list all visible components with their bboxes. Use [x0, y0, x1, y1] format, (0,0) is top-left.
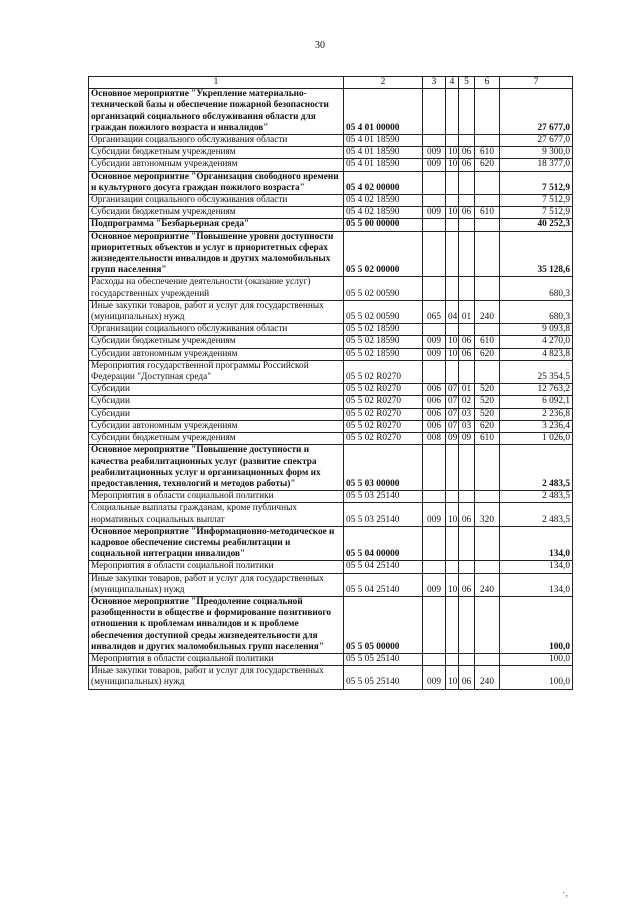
row-name-cell: Организации социального обслуживания области: [89, 195, 344, 207]
row-name-cell: Мероприятия государственной программы Российской Федерации "Доступная среда": [89, 360, 344, 383]
table-row: [89, 159, 573, 171]
row-ministry-cell: 009: [423, 666, 446, 689]
row-amount-cell: 100,0: [500, 596, 573, 653]
header-col-2: 2: [344, 77, 423, 89]
row-code-cell: 05 5 02 R0270: [344, 433, 423, 445]
row-name-cell: Мероприятия в области социальной политики: [89, 653, 344, 665]
row-ministry-cell: 009: [423, 348, 446, 360]
row-code-cell: 05 4 02 00000: [344, 171, 423, 194]
row-subsection-cell: [459, 89, 475, 135]
row-expense-type-cell: [475, 219, 500, 231]
row-expense-type-cell: 240: [475, 573, 500, 596]
row-amount-cell: 9 093,8: [500, 324, 573, 336]
header-col-1: 1: [89, 77, 344, 89]
row-expense-type-cell: [475, 231, 500, 277]
row-ministry-cell: 009: [423, 336, 446, 348]
row-ministry-cell: 009: [423, 573, 446, 596]
row-subsection-cell: [459, 195, 475, 207]
row-name-cell: Иные закупки товаров, работ и услуг для государственных (муниципальных) нужд: [89, 300, 344, 323]
row-section-cell: 10: [446, 147, 459, 159]
row-subsection-cell: 06: [459, 336, 475, 348]
table-row: [89, 491, 573, 503]
table-row: [89, 596, 573, 653]
row-amount-cell: 4 823,8: [500, 348, 573, 360]
row-expense-type-cell: 520: [475, 408, 500, 420]
row-section-cell: 10: [446, 666, 459, 689]
row-subsection-cell: [459, 231, 475, 277]
row-code-cell: 05 4 01 00000: [344, 89, 423, 135]
row-code-cell: 05 5 02 00590: [344, 277, 423, 300]
row-expense-type-cell: 610: [475, 336, 500, 348]
corner-mark: ·,: [562, 888, 568, 899]
table-row: [89, 408, 573, 420]
row-subsection-cell: [459, 491, 475, 503]
table-row: [89, 231, 573, 277]
row-section-cell: 04: [446, 300, 459, 323]
row-name-cell: Субсидии автономным учреждениям: [89, 348, 344, 360]
row-section-cell: [446, 596, 459, 653]
row-name-cell: Иные закупки товаров, работ и услуг для государственных (муниципальных) нужд: [89, 666, 344, 689]
row-name-cell: Социальные выплаты гражданам, кроме публичных нормативных социальных выплат: [89, 503, 344, 526]
table-row: [89, 147, 573, 159]
row-section-cell: [446, 526, 459, 561]
row-section-cell: 10: [446, 207, 459, 219]
row-section-cell: [446, 324, 459, 336]
row-subsection-cell: [459, 445, 475, 491]
header-col-6: 6: [475, 77, 500, 89]
table-row: [89, 384, 573, 396]
row-code-cell: 05 5 02 00590: [344, 300, 423, 323]
row-name-cell: Основное мероприятие "Информационно-методическое и кадровое обеспечение системы реабилитации и социальной интеграции инвалидов": [89, 526, 344, 561]
row-code-cell: 05 5 02 R0270: [344, 360, 423, 383]
row-ministry-cell: [423, 195, 446, 207]
row-section-cell: [446, 89, 459, 135]
row-section-cell: 09: [446, 433, 459, 445]
row-name-cell: Субсидии бюджетным учреждениям: [89, 433, 344, 445]
row-section-cell: 10: [446, 573, 459, 596]
row-subsection-cell: 01: [459, 384, 475, 396]
row-code-cell: 05 5 03 25140: [344, 491, 423, 503]
row-amount-cell: 680,3: [500, 277, 573, 300]
row-subsection-cell: 06: [459, 348, 475, 360]
row-ministry-cell: 006: [423, 408, 446, 420]
row-expense-type-cell: 240: [475, 300, 500, 323]
row-amount-cell: 1 026,0: [500, 433, 573, 445]
row-subsection-cell: [459, 561, 475, 573]
row-amount-cell: 7 512,9: [500, 171, 573, 194]
table-row: [89, 396, 573, 408]
row-section-cell: [446, 219, 459, 231]
row-ministry-cell: [423, 89, 446, 135]
row-code-cell: 05 4 01 18590: [344, 159, 423, 171]
row-ministry-cell: [423, 491, 446, 503]
row-amount-cell: 134,0: [500, 573, 573, 596]
row-name-cell: Субсидии автономным учреждениям: [89, 159, 344, 171]
table-row: [89, 573, 573, 596]
row-ministry-cell: 009: [423, 503, 446, 526]
row-amount-cell: 100,0: [500, 666, 573, 689]
row-ministry-cell: [423, 324, 446, 336]
row-amount-cell: 3 236,4: [500, 420, 573, 432]
row-subsection-cell: [459, 526, 475, 561]
row-expense-type-cell: 320: [475, 503, 500, 526]
table-row: [89, 195, 573, 207]
header-col-7: 7: [500, 77, 573, 89]
header-col-4: 4: [446, 77, 459, 89]
row-name-cell: Основное мероприятие "Повышение уровня доступности приоритетных объектов и услуг в приоритетных сферах жизнедеятельности инвалидов и других маломобильных групп населения": [89, 231, 344, 277]
table-row: [89, 445, 573, 491]
row-code-cell: 05 5 02 18590: [344, 348, 423, 360]
row-code-cell: 05 5 03 00000: [344, 445, 423, 491]
row-name-cell: Субсидии: [89, 408, 344, 420]
row-ministry-cell: 065: [423, 300, 446, 323]
row-ministry-cell: 009: [423, 159, 446, 171]
row-code-cell: 05 5 03 25140: [344, 503, 423, 526]
row-code-cell: 05 5 05 25140: [344, 666, 423, 689]
row-name-cell: Основное мероприятие "Укрепление материально-технической базы и обеспечение пожарной безопасности организаций социального обслуживания области для граждан пожилого возраста и инвалидов": [89, 89, 344, 135]
row-subsection-cell: [459, 324, 475, 336]
row-name-cell: Основное мероприятие "Организация свободного времени и культурного досуга граждан пожилого возраста": [89, 171, 344, 194]
row-name-cell: Иные закупки товаров, работ и услуг для государственных (муниципальных) нужд: [89, 573, 344, 596]
row-ministry-cell: 006: [423, 384, 446, 396]
row-code-cell: 05 4 01 18590: [344, 147, 423, 159]
row-amount-cell: 2 483,5: [500, 491, 573, 503]
row-amount-cell: 7 512,9: [500, 195, 573, 207]
row-expense-type-cell: [475, 596, 500, 653]
row-amount-cell: 4 270,0: [500, 336, 573, 348]
row-section-cell: 07: [446, 408, 459, 420]
row-name-cell: Субсидии: [89, 396, 344, 408]
table-row: [89, 653, 573, 665]
table-row: [89, 219, 573, 231]
row-subsection-cell: 06: [459, 503, 475, 526]
row-subsection-cell: [459, 277, 475, 300]
row-amount-cell: 27 677,0: [500, 89, 573, 135]
row-code-cell: 05 5 05 00000: [344, 596, 423, 653]
row-expense-type-cell: [475, 171, 500, 194]
row-subsection-cell: 06: [459, 147, 475, 159]
row-ministry-cell: 006: [423, 420, 446, 432]
table-header-row: [89, 77, 573, 89]
row-amount-cell: 2 483,5: [500, 503, 573, 526]
row-amount-cell: 7 512,9: [500, 207, 573, 219]
page-number: 30: [315, 40, 325, 51]
row-ministry-cell: [423, 277, 446, 300]
row-expense-type-cell: 610: [475, 147, 500, 159]
table-row: [89, 171, 573, 194]
row-code-cell: 05 5 02 R0270: [344, 396, 423, 408]
row-subsection-cell: [459, 653, 475, 665]
row-expense-type-cell: 610: [475, 433, 500, 445]
row-ministry-cell: [423, 231, 446, 277]
row-section-cell: [446, 491, 459, 503]
row-amount-cell: 27 677,0: [500, 135, 573, 147]
row-section-cell: 10: [446, 159, 459, 171]
row-amount-cell: 35 128,6: [500, 231, 573, 277]
row-section-cell: [446, 653, 459, 665]
table-row: [89, 135, 573, 147]
table-row: [89, 666, 573, 689]
row-name-cell: Расходы на обеспечение деятельности (оказание услуг) государственных учреждений: [89, 277, 344, 300]
row-name-cell: Субсидии бюджетным учреждениям: [89, 207, 344, 219]
row-amount-cell: 2 483,5: [500, 445, 573, 491]
row-ministry-cell: [423, 596, 446, 653]
row-subsection-cell: 09: [459, 433, 475, 445]
row-subsection-cell: 06: [459, 207, 475, 219]
row-code-cell: 05 5 04 00000: [344, 526, 423, 561]
row-name-cell: Субсидии бюджетным учреждениям: [89, 147, 344, 159]
row-code-cell: 05 5 00 00000: [344, 219, 423, 231]
row-ministry-cell: 008: [423, 433, 446, 445]
row-amount-cell: 40 252,3: [500, 219, 573, 231]
row-section-cell: [446, 231, 459, 277]
row-expense-type-cell: [475, 491, 500, 503]
row-amount-cell: 18 377,0: [500, 159, 573, 171]
row-ministry-cell: [423, 526, 446, 561]
row-section-cell: 07: [446, 396, 459, 408]
row-section-cell: [446, 360, 459, 383]
row-code-cell: 05 5 02 18590: [344, 336, 423, 348]
row-expense-type-cell: 620: [475, 159, 500, 171]
table-row: [89, 433, 573, 445]
row-amount-cell: 9 300,0: [500, 147, 573, 159]
row-code-cell: 05 5 02 R0270: [344, 408, 423, 420]
row-expense-type-cell: [475, 277, 500, 300]
row-ministry-cell: 006: [423, 396, 446, 408]
row-name-cell: Организации социального обслуживания области: [89, 135, 344, 147]
row-name-cell: Мероприятия в области социальной политики: [89, 561, 344, 573]
table-row: [89, 420, 573, 432]
row-subsection-cell: [459, 596, 475, 653]
header-col-5: 5: [459, 77, 475, 89]
row-ministry-cell: [423, 219, 446, 231]
row-expense-type-cell: [475, 445, 500, 491]
row-name-cell: Мероприятия в области социальной политики: [89, 491, 344, 503]
row-section-cell: [446, 445, 459, 491]
row-expense-type-cell: [475, 89, 500, 135]
row-name-cell: Основное мероприятие "Повышение доступности и качества реабилитационных услуг (развитие спектра реабилитационных услуг и организационных форм их предоставления, технологий и методов работы)": [89, 445, 344, 491]
row-expense-type-cell: [475, 653, 500, 665]
row-code-cell: 05 4 01 18590: [344, 135, 423, 147]
row-subsection-cell: 02: [459, 396, 475, 408]
table-row: [89, 360, 573, 383]
row-expense-type-cell: 520: [475, 396, 500, 408]
row-amount-cell: 680,3: [500, 300, 573, 323]
row-code-cell: 05 5 02 00000: [344, 231, 423, 277]
row-expense-type-cell: [475, 324, 500, 336]
table-row: [89, 503, 573, 526]
row-code-cell: 05 5 05 25140: [344, 653, 423, 665]
row-amount-cell: 12 763,2: [500, 384, 573, 396]
row-expense-type-cell: 520: [475, 384, 500, 396]
row-ministry-cell: 009: [423, 207, 446, 219]
row-amount-cell: 100,0: [500, 653, 573, 665]
row-section-cell: 07: [446, 420, 459, 432]
row-expense-type-cell: [475, 526, 500, 561]
row-code-cell: 05 5 04 25140: [344, 573, 423, 596]
row-amount-cell: 134,0: [500, 526, 573, 561]
row-section-cell: 10: [446, 503, 459, 526]
row-code-cell: 05 4 02 18590: [344, 207, 423, 219]
row-code-cell: 05 5 02 R0270: [344, 384, 423, 396]
row-code-cell: 05 5 02 18590: [344, 324, 423, 336]
row-expense-type-cell: 240: [475, 666, 500, 689]
row-code-cell: 05 4 02 18590: [344, 195, 423, 207]
row-amount-cell: 134,0: [500, 561, 573, 573]
table-row: [89, 277, 573, 300]
row-expense-type-cell: [475, 360, 500, 383]
table-row: [89, 526, 573, 561]
row-ministry-cell: [423, 445, 446, 491]
table-row: [89, 89, 573, 135]
row-name-cell: Основное мероприятие "Преодоление социальной разобщенности в обществе и формирование позитивного отношения к проблемам инвалидов и к проблеме обеспечения доступной среды жизнедеятельности для инвалидов и других маломобильных групп населения": [89, 596, 344, 653]
row-code-cell: 05 5 02 R0270: [344, 420, 423, 432]
row-expense-type-cell: 620: [475, 348, 500, 360]
row-ministry-cell: [423, 135, 446, 147]
row-subsection-cell: [459, 171, 475, 194]
row-expense-type-cell: [475, 195, 500, 207]
row-subsection-cell: 03: [459, 420, 475, 432]
row-subsection-cell: 06: [459, 159, 475, 171]
row-section-cell: [446, 195, 459, 207]
row-amount-cell: 25 354,5: [500, 360, 573, 383]
row-ministry-cell: [423, 653, 446, 665]
table-row: [89, 324, 573, 336]
row-section-cell: 10: [446, 336, 459, 348]
budget-table: [88, 76, 573, 690]
row-subsection-cell: [459, 360, 475, 383]
row-section-cell: [446, 277, 459, 300]
row-expense-type-cell: 610: [475, 207, 500, 219]
table-row: [89, 207, 573, 219]
row-subsection-cell: 03: [459, 408, 475, 420]
row-amount-cell: 2 236,8: [500, 408, 573, 420]
row-expense-type-cell: [475, 561, 500, 573]
row-section-cell: 10: [446, 348, 459, 360]
row-subsection-cell: 01: [459, 300, 475, 323]
row-name-cell: Субсидии автономным учреждениям: [89, 420, 344, 432]
row-expense-type-cell: 620: [475, 420, 500, 432]
row-section-cell: [446, 561, 459, 573]
row-name-cell: Субсидии: [89, 384, 344, 396]
row-section-cell: [446, 135, 459, 147]
table-row: [89, 348, 573, 360]
header-col-3: 3: [423, 77, 446, 89]
row-ministry-cell: [423, 171, 446, 194]
row-code-cell: 05 5 04 25140: [344, 561, 423, 573]
row-ministry-cell: 009: [423, 147, 446, 159]
table-row: [89, 336, 573, 348]
row-name-cell: Подпрограмма "Безбарьерная среда": [89, 219, 344, 231]
row-expense-type-cell: [475, 135, 500, 147]
row-amount-cell: 6 092,1: [500, 396, 573, 408]
row-ministry-cell: [423, 561, 446, 573]
row-name-cell: Организации социального обслуживания области: [89, 324, 344, 336]
table-row: [89, 300, 573, 323]
row-section-cell: [446, 171, 459, 194]
table-row: [89, 561, 573, 573]
row-ministry-cell: [423, 360, 446, 383]
row-subsection-cell: [459, 219, 475, 231]
row-subsection-cell: 06: [459, 573, 475, 596]
row-subsection-cell: 06: [459, 666, 475, 689]
row-name-cell: Субсидии бюджетным учреждениям: [89, 336, 344, 348]
row-section-cell: 07: [446, 384, 459, 396]
row-subsection-cell: [459, 135, 475, 147]
